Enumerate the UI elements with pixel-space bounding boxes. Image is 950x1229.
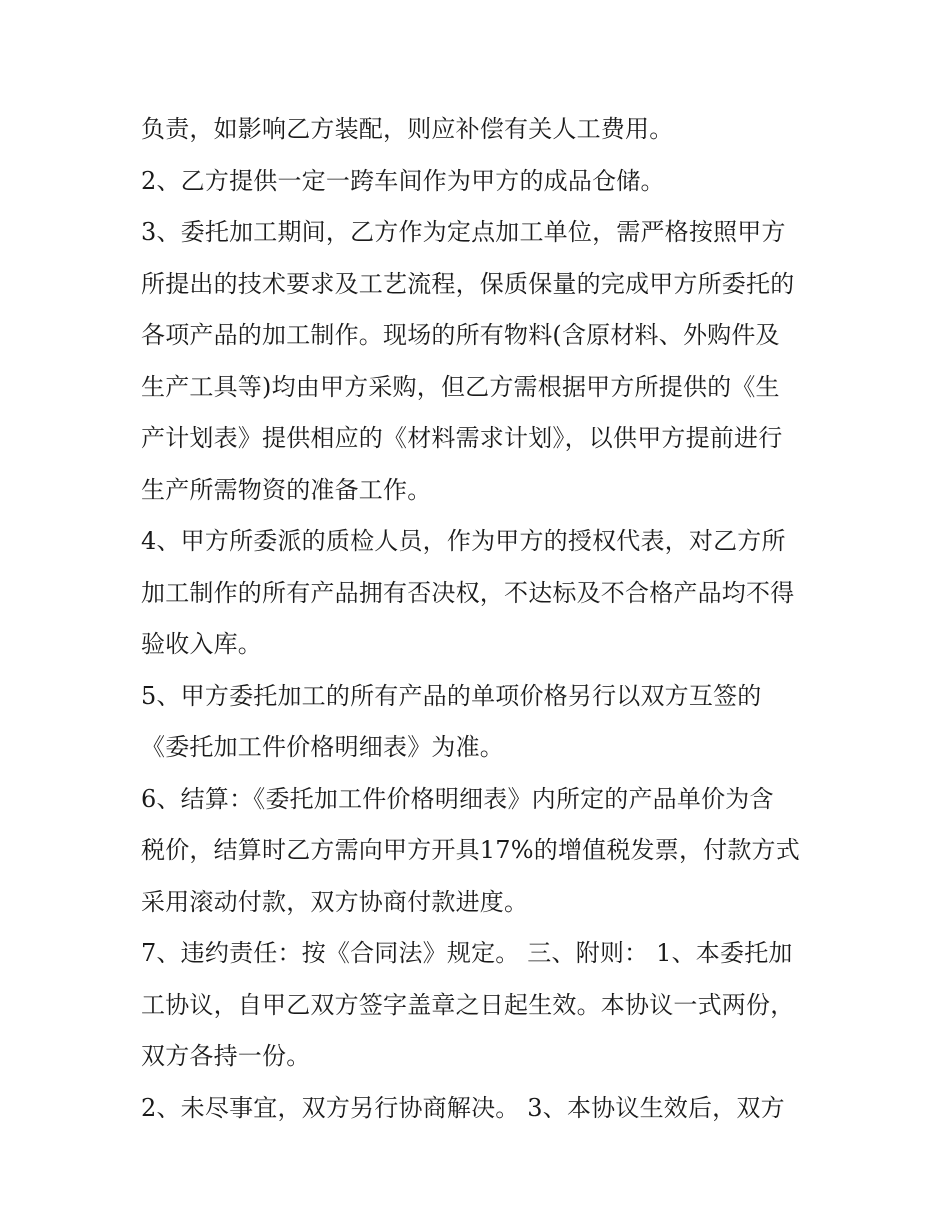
text-line: 3、委托加工期间，乙方作为定点加工单位，需严格按照甲方 [141,218,786,246]
text-line: 生产工具等)均由甲方采购，但乙方需根据甲方所提供的《生 [141,372,780,401]
text-line: 负责，如影响乙方装配，则应补偿有关人工费用。 [141,115,674,143]
text-line: 5、甲方委托加工的所有产品的单项价格另行以双方互签的 [141,681,762,710]
text-line: 所提出的技术要求及工艺流程，保质保量的完成甲方所委托的 [141,269,795,298]
text-line: 2、乙方提供一定一跨车间作为甲方的成品仓储。 [141,166,665,195]
text-line: 各项产品的加工制作。现场的所有物料(含原材料、外购件及 [141,321,780,349]
text-line: 产计划表》提供相应的《材料需求计划》，以供甲方提前进行 [141,424,783,452]
text-line: 6、结算：《委托加工件价格明细表》内所定的产品单价为含 [141,784,774,813]
text-line: 双方各持一份。 [141,1042,311,1070]
text-line: 《委托加工件价格明细表》为准。 [141,733,504,761]
document-body [141,104,821,1134]
text-line: 加工制作的所有产品拥有否决权，不达标及不合格产品均不得 [141,578,795,607]
text-line: 生产所需物资的准备工作。 [141,475,432,504]
text-line: 2、未尽事宜，双方另行协商解决。 3、本协议生效后，双方 [141,1093,785,1122]
text-line: 工协议，自甲乙双方签字盖章之日起生效。本协议一式两份， [141,990,795,1019]
text-line: 税价，结算时乙方需向甲方开具17%的增值税发票，付款方式 [141,836,800,864]
text-line: 7、违约责任：按《合同法》规定。 三、附则： 1、本委托加 [141,939,793,967]
text-line: 验收入库。 [141,630,262,658]
text-line: 4、甲方所委派的质检人员，作为甲方的授权代表，对乙方所 [141,527,786,555]
text-line: 采用滚动付款，双方协商付款进度。 [141,887,529,916]
